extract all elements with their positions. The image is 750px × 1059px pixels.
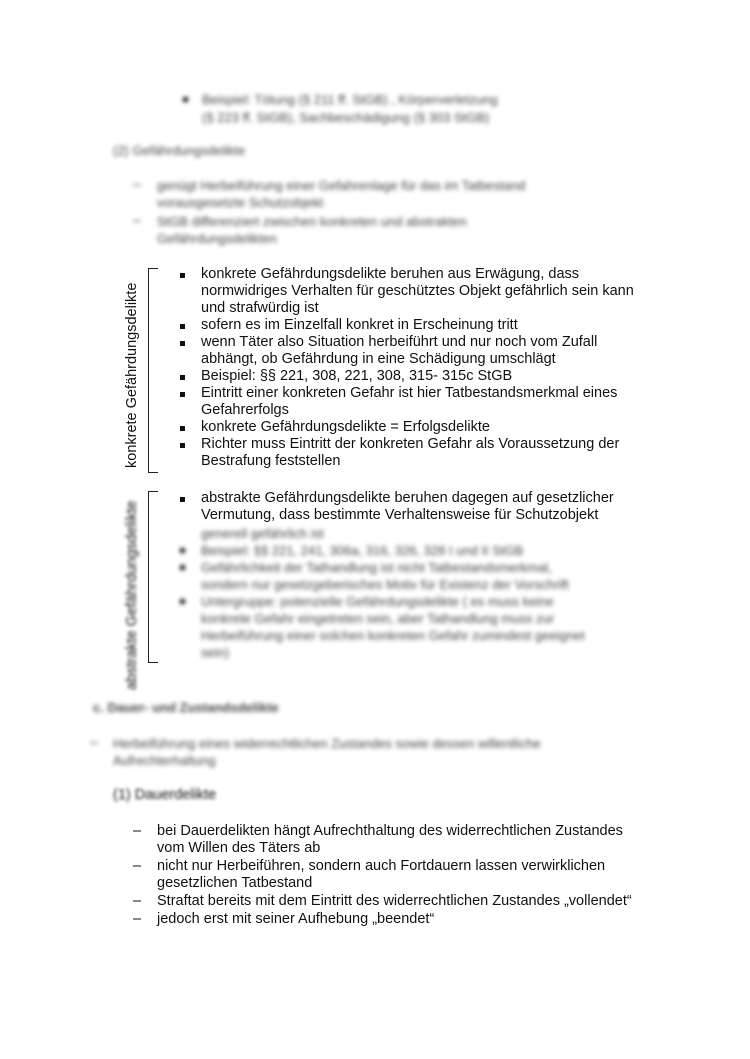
abstrakte-line: Vermutung, dass bestimmte Verhaltensweise für Schutzobjekt [201, 507, 599, 523]
abstrakte-line: Beispiel: §§ 221, 241, 306a, 316, 326, 328 I und II StGB [201, 543, 524, 558]
bracket-cap [148, 662, 158, 663]
dash-item-line: Herbeiführung eines widerrechtlichen Zustandes sowie dessen willentliche [113, 736, 541, 751]
bullet-marker [180, 443, 185, 448]
abstrakte-vertical-label: abstrakte Gefährdungsdelikte [124, 500, 140, 690]
dash-marker: – [133, 213, 142, 229]
bracket-line [148, 268, 149, 472]
subheading-gefaehrdungsdelikte: (2) Gefährdungsdelikte [113, 143, 246, 158]
example-bullet-line: Beispiel: Tötung (§ 211 ff. StGB) , Körperverletzung [202, 92, 498, 107]
bullet-marker [180, 565, 185, 570]
abstrakte-line: Untergruppe: potenzielle Gefährdungsdelikte ( es muss keine [201, 594, 554, 609]
dash-marker: – [133, 177, 142, 193]
dash-marker: – [133, 893, 142, 909]
bracket-cap [148, 491, 158, 492]
konkrete-line: wenn Täter also Situation herbeiführt und nur noch vom Zufall [201, 334, 598, 350]
konkrete-line: normwidriges Verhalten für geschütztes Objekt gefährlich sein kann [201, 283, 634, 299]
dauer-item-line: nicht nur Herbeiführen, sondern auch Fortdauern lassen verwirklichen [157, 858, 606, 874]
abstrakte-line: sondern nur gesetzgeberisches Motiv für Existenz der Vorschrift [201, 577, 569, 592]
bullet-marker [180, 341, 185, 346]
konkrete-line: konkrete Gefährdungsdelikte = Erfolgsdelikte [201, 419, 490, 435]
bullet-marker [180, 599, 185, 604]
bullet-marker [180, 273, 185, 278]
abstrakte-line: Herbeiführung einer solchen konkreten Gefahr zumindest geeignet [201, 628, 585, 643]
abstrakte-line: konkrete Gefahr eingetreten sein, aber Tathandlung muss zur [201, 611, 555, 626]
abstrakte-line: generell gefährlich ist [201, 526, 324, 541]
dash-marker: – [133, 823, 142, 839]
dash-item-line: vorausgesetzte Schutzobjekt [157, 195, 324, 210]
bullet-marker [180, 324, 185, 329]
bullet-marker [180, 375, 185, 380]
bullet-marker [180, 548, 185, 553]
bullet-marker [180, 392, 185, 397]
dash-item-line: StGB differenziert zwischen konkreten und abstrakten [157, 214, 467, 229]
dauer-item-line: vom Willen des Täters ab [157, 840, 321, 856]
abstrakte-line: abstrakte Gefährdungsdelikte beruhen dagegen auf gesetzlicher [201, 490, 614, 506]
bracket-line [148, 491, 149, 662]
konkrete-line: Bestrafung feststellen [201, 453, 341, 469]
dauer-item-line: jedoch erst mit seiner Aufhebung „beendet“ [157, 911, 435, 927]
dash-marker: – [133, 911, 142, 927]
konkrete-line: Gefahrerfolgs [201, 402, 289, 418]
dash-item-line: genügt Herbeiführung einer Gefahrenlage für das im Tatbestand [157, 178, 526, 193]
konkrete-line: Beispiel: §§ 221, 308, 221, 308, 315- 315c StGB [201, 368, 513, 384]
dash-item-line: Gefährdungsdelikten [157, 231, 277, 246]
konkrete-line: sofern es im Einzelfall konkret in Erscheinung tritt [201, 317, 518, 333]
konkrete-line: abhängt, ob Gefährdung in eine Schädigung umschlägt [201, 351, 556, 367]
dauer-item-line: gesetzlichen Tatbestand [157, 875, 313, 891]
bullet-marker [180, 426, 185, 431]
konkrete-line: konkrete Gefährdungsdelikte beruhen aus Erwägung, dass [201, 266, 580, 282]
subheading-dauerdelikte: (1) Dauerdelikte [113, 787, 217, 803]
dauer-item-line: Straftat bereits mit dem Eintritt des widerrechtlichen Zustandes „vollendet“ [157, 893, 632, 909]
abstrakte-line: sein) [201, 645, 230, 660]
bracket-cap [148, 472, 158, 473]
konkrete-line: Richter muss Eintritt der konkreten Gefahr als Voraussetzung der [201, 436, 620, 452]
bullet-marker [183, 97, 188, 102]
bullet-marker [180, 497, 185, 502]
konkrete-vertical-label: konkrete Gefährdungsdelikte [124, 282, 140, 468]
konkrete-line: Eintritt einer konkreten Gefahr ist hier Tatbestandsmerkmal eines [201, 385, 618, 401]
konkrete-line: und strafwürdig ist [201, 300, 319, 316]
section-heading: c. Dauer- und Zustandsdelikte [93, 700, 279, 715]
dash-marker: – [133, 858, 142, 874]
dauer-item-line: bei Dauerdelikten hängt Aufrechthaltung des widerrechtlichen Zustandes [157, 823, 623, 839]
example-bullet-line: (§ 223 ff. StGB), Sachbeschädigung (§ 303 StGB) [202, 110, 490, 125]
abstrakte-line: Gefährlichkeit der Tathandlung ist nicht Tatbestandsmerkmal, [201, 560, 552, 575]
bracket-cap [148, 268, 158, 269]
dash-marker: – [90, 735, 99, 751]
dash-item-line: Aufrechterhaltung [113, 753, 216, 768]
